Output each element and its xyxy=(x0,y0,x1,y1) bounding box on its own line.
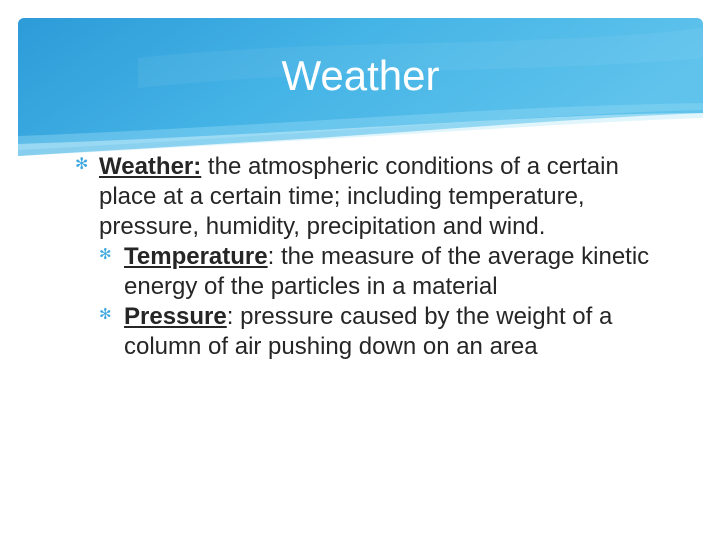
term-separator: : xyxy=(226,303,241,330)
sub-bullet-pressure xyxy=(99,302,675,362)
asterisk-bullet-icon: ✻ xyxy=(75,156,89,173)
term-separator: : xyxy=(267,243,281,270)
definition-weather: the atmospheric conditions of a certain place at a certain time; including temperature, pressure, humidity, precipitation and wind. xyxy=(99,153,619,240)
bullet-weather xyxy=(75,152,675,242)
definition-pressure: pressure caused by the weight of a column of air pushing down on an area xyxy=(124,303,613,360)
term-temperature: Temperature xyxy=(124,243,268,270)
term-pressure: Pressure xyxy=(124,303,227,330)
slide-title: Weather xyxy=(281,52,440,99)
asterisk-bullet-icon: ✻ xyxy=(99,246,112,263)
term-separator xyxy=(201,153,208,180)
sub-bullet-temperature xyxy=(99,242,675,302)
definition-temperature: the measure of the average kinetic energy of the particles in a material xyxy=(124,243,650,300)
asterisk-bullet-icon: ✻ xyxy=(99,306,112,323)
bullet-list xyxy=(75,152,675,362)
term-weather: Weather: xyxy=(99,153,202,180)
